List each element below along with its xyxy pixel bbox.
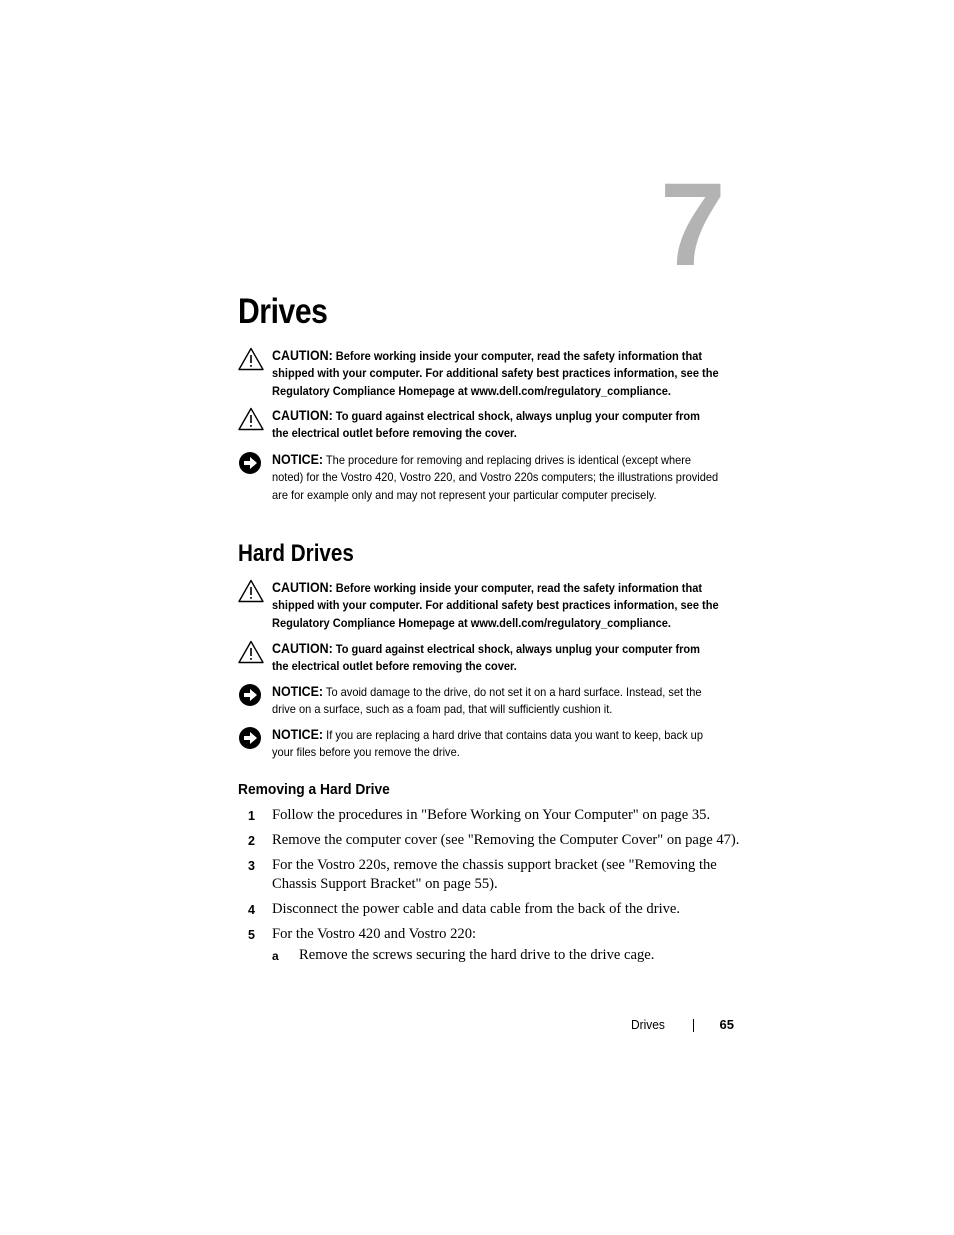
note-text: To guard against electrical shock, always unplug your computer from the electrical outlet before removing the cover.: [272, 409, 701, 441]
list-item: [248, 900, 748, 919]
chapter-number: 7: [660, 159, 724, 291]
section-title: Hard Drives: [238, 540, 354, 567]
footer-section: Drives: [631, 1017, 665, 1032]
step-text: For the Vostro 420 and Vostro 220:: [272, 926, 477, 942]
note-label: NOTICE:: [272, 684, 324, 699]
notice-arrow-icon: [238, 451, 264, 475]
warning-triangle-icon: [238, 407, 264, 431]
footer-divider: [693, 1019, 694, 1032]
warning-triangle-icon: [238, 347, 264, 371]
step-number: 4: [248, 903, 255, 917]
note-label: NOTICE:: [272, 452, 324, 467]
step-number: 3: [248, 859, 255, 873]
list-item: [248, 856, 748, 894]
step-number: 5: [248, 928, 255, 942]
list-item: [248, 831, 748, 850]
note-label: CAUTION:: [272, 408, 333, 423]
page-footer: [560, 1015, 738, 1035]
notice-arrow-icon: [238, 683, 264, 707]
note-text: To avoid damage to the drive, do not set it on a hard surface. Instead, set the drive on a surface, such as a foam pad, that will sufficiently cushion it.: [272, 685, 702, 717]
list-item: [248, 806, 748, 825]
note-text: Before working inside your computer, read the safety information that shipped with your computer. For additional safety best practices information, see the Regulatory Compliance Homepage at www.dell.com/regulatory_compliance.: [272, 349, 719, 398]
step-number: 1: [248, 809, 255, 823]
step-text: For the Vostro 220s, remove the chassis support bracket (see "Removing the Chassis Support Bracket" on page 55).: [272, 857, 717, 892]
page-number: 65: [719, 1017, 734, 1032]
step-number: 2: [248, 834, 255, 848]
notice-arrow-icon: [238, 726, 264, 750]
note-text: Before working inside your computer, read the safety information that shipped with your computer. For additional safety best practices information, see the Regulatory Compliance Homepage at www.dell.com/regulatory_compliance.: [272, 581, 719, 630]
note-text: The procedure for removing and replacing drives is identical (except where noted) for the Vostro 420, Vostro 220, and Vostro 220s computers; the illustrations provided are for example only and may not represent your particular computer precisely.: [272, 453, 719, 502]
note-label: NOTICE:: [272, 727, 324, 742]
step-text: Remove the computer cover (see "Removing the Computer Cover" on page 47).: [272, 832, 740, 848]
subsection-title: Removing a Hard Drive: [238, 781, 390, 798]
chapter-title: Drives: [238, 292, 328, 331]
sub-list-item: [272, 946, 748, 965]
note-label: CAUTION:: [272, 641, 333, 656]
list-item: [248, 925, 748, 965]
warning-triangle-icon: [238, 640, 264, 664]
note-text: If you are replacing a hard drive that contains data you want to keep, back up your files before you remove the drive.: [272, 728, 703, 760]
procedure-steps: [248, 806, 748, 971]
step-text: Disconnect the power cable and data cable from the back of the drive.: [272, 901, 681, 917]
step-text: Follow the procedures in "Before Working on Your Computer" on page 35.: [272, 807, 711, 823]
note-label: CAUTION:: [272, 348, 333, 363]
substep-letter: a: [272, 949, 279, 963]
warning-triangle-icon: [238, 579, 264, 603]
note-text: To guard against electrical shock, always unplug your computer from the electrical outlet before removing the cover.: [272, 642, 701, 674]
substep-text: Remove the screws securing the hard drive to the drive cage.: [299, 947, 655, 963]
note-label: CAUTION:: [272, 580, 333, 595]
